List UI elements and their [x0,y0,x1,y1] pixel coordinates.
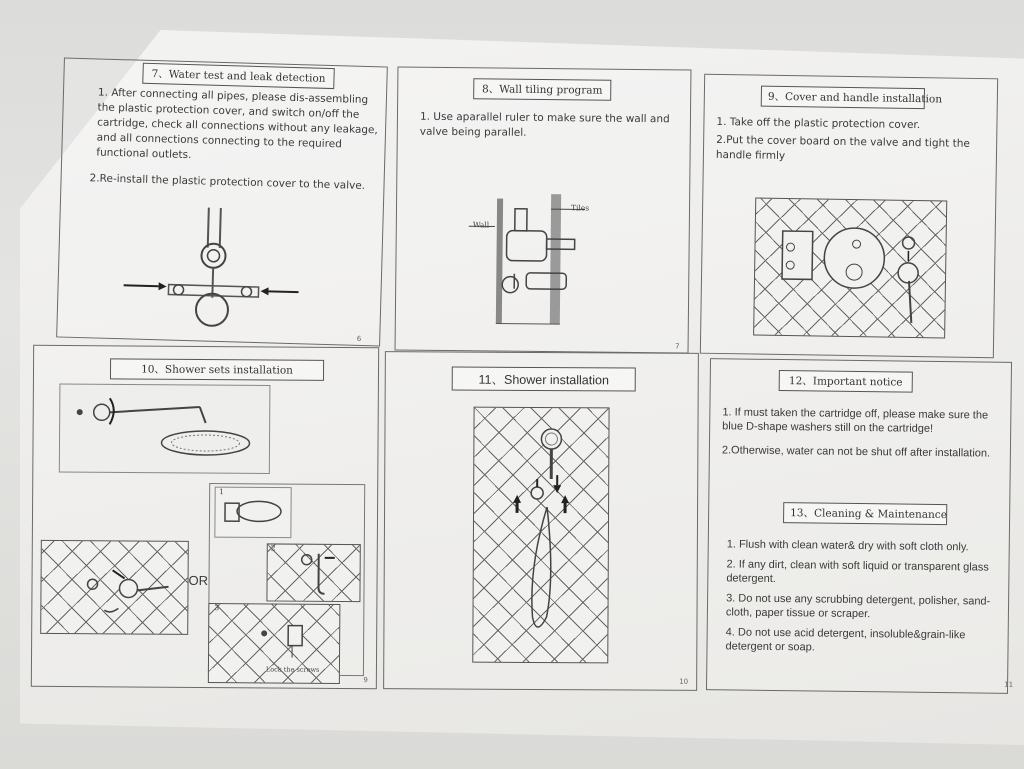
page-number: 10 [679,677,689,686]
section-text: 2.Put the cover board on the valve and tight the handle firmly [715,133,970,162]
section-title: 12、Important notice [779,370,913,393]
step-number: 2 [270,543,276,553]
page-number: 11 [1004,680,1014,689]
page-number: 7 [675,342,680,351]
maintenance-text: 1. Flush with clean water& dry with soft cloth only. [726,538,969,554]
or-label: OR [188,572,209,589]
step-number: 3 [214,603,220,613]
section-text: 1. Take off the plastic protection cover. [716,115,921,132]
section-title: 13、Cleaning & Maintenance [783,502,947,525]
section-title: 8、Wall tiling program [473,78,611,100]
section-title: 7、Water test and leak detection [142,63,335,89]
panel-shower-installation [383,351,699,691]
panel-shower-sets [31,345,379,689]
cover-handle-diagram [781,221,943,333]
shower-head-diagram [59,384,270,475]
handshower-diagram [514,423,585,653]
panel-water-test [56,58,388,347]
notice-text: 2.Otherwise, water can not be shut off after installation. [721,444,991,460]
maintenance-text: 4. Do not use acid detergent, insoluble&grain-like detergent or soap. [725,626,966,654]
valve-diagram [118,195,322,331]
lock-screws-label: Lock the screws [265,665,320,674]
section-text: 2.Re-install the plastic protection cover to the valve. [89,172,366,192]
step-number: 1 [219,487,224,497]
section-text: 1. After connecting all pipes, please dis-assembling the plastic protection cover, and switch on/off the cartridge, check all connections without any leakage, and all connections connecting to the required functional outlets. [96,86,378,162]
step-3-bracket [252,619,332,660]
step-1-diagram [215,487,291,538]
step-2-hook [294,548,354,598]
maintenance-text: 2. If any dirt, clean with soft liquid or transparent glass detergent. [726,558,989,585]
page-number: 9 [363,676,368,685]
section-title: 9、Cover and handle installation [761,86,925,110]
tiling-diagram [466,188,667,330]
mount-diagram [72,560,182,621]
label-tiles: Tiles [570,203,590,213]
label-wall: Wall [472,220,490,230]
section-title: 10、Shower sets installation [110,358,324,380]
section-title: 11、Shower installation [452,367,636,392]
maintenance-text: 3. Do not use any scrubbing detergent, polisher, sand-cloth, paper tissue or scraper. [725,592,991,621]
section-text: 1. Use aparallel ruler to make sure the wall and valve being parallel. [419,110,670,139]
panel-cover-handle [700,74,998,359]
notice-text: 1. If must taken the cartridge off, please make sure the blue D-shape washers still on the cartridge! [722,406,989,435]
page-number: 6 [356,334,362,343]
panel-wall-tiling [395,66,692,353]
panel-notices [706,358,1012,694]
